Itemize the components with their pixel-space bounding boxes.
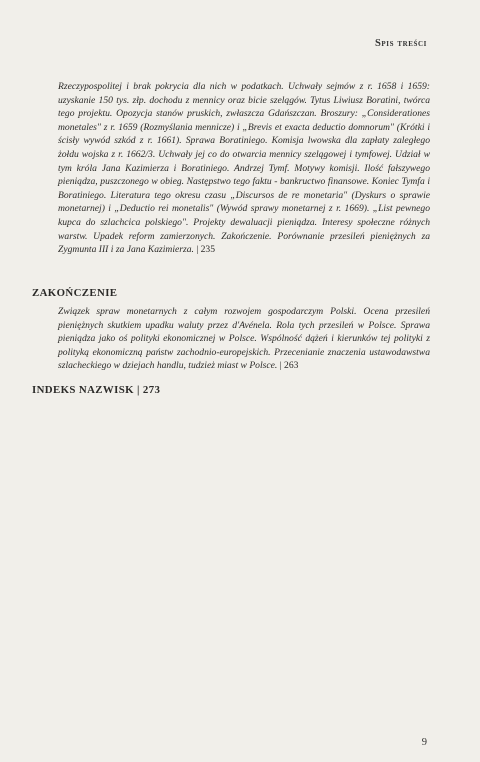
page-number: 9 xyxy=(421,737,427,748)
toc-entry-text: Rzeczypospolitej i brak pokrycia dla nich w podatkach. Uchwały sejmów z r. 1658 i 1659: uzyskanie 150 tys. złp. dochodu z mennicy oraz bicie szelągów. Tytus Liwiusz Boratini, twórca tego projektu. Opozycja stanów pruskich, zwłaszcza Gdańszczan. Broszury: „Considerationes monetales" z r. 1659 (Rozmyślania mennicze) i „Brevis et exacta deductio domnorum" (Krótki i ścisły wywód szkód z r. 1661). Sprawa Boratiniego. Komisja lwowska dla zapłaty zaległego żołdu wojska z r. 1662/3. Uchwały jej co do otwarcia mennicy szelągowej i tymfowej. Udział w tym króla Jana Kazimierza i Boratiniego. Andrzej Tymf. Motywy komisji. Ilość fałszywego pieniądza, puszczonego w obieg. Następstwo tego faktu - bankructwo finansowe. Koniec Tymfa i Boratiniego. Literatura tego okresu czasu „Discursos de re monetaria" (Dyskurs o sprawie monetarnej) i „Deductio rei monetalis" (Wywód sprawy monetarnej z r. 1669). „List pewnego kupca do szlachcica polskiego". Projekty dewaluacji pieniądza. Interesy społeczne różnych warstw. Upadek reform zamierzonych. Zakończenie. Porównanie przesileń pieniężnych za Zygmunta III i za Jana Kazimierza. xyxy=(58,81,430,256)
toc-entry-text: Związek spraw monetarnych z całym rozwojem gospodarczym Polski. Ocena przesileń pieniężnych skutkiem upadku waluty przez d'Avénela. Rola tych przesileń w Polsce. Sprawa pieniądza jako oś polityki ekonomicznej w Polsce. Wspólność dążeń i kierunków tej polityki z polityką ekonomiczną państw zachodnio-europejskich. Przecenianie znaczenia ustawodawstwa szlacheckiego w dziejach handlu, tudzież miast w Polsce. xyxy=(58,306,430,372)
toc-entry-continued xyxy=(58,80,430,257)
running-head: Spis treści xyxy=(374,38,427,49)
toc-page-ref: | 235 xyxy=(196,244,216,256)
toc-entry-conclusion xyxy=(58,305,430,373)
toc-page-ref: | 273 xyxy=(137,384,161,396)
toc-heading-conclusion: ZAKOŃCZENIE xyxy=(32,287,118,299)
toc-page-ref: | 263 xyxy=(279,360,299,372)
toc-heading-index xyxy=(32,384,160,396)
toc-heading-index-label: INDEKS NAZWISK xyxy=(32,384,134,396)
